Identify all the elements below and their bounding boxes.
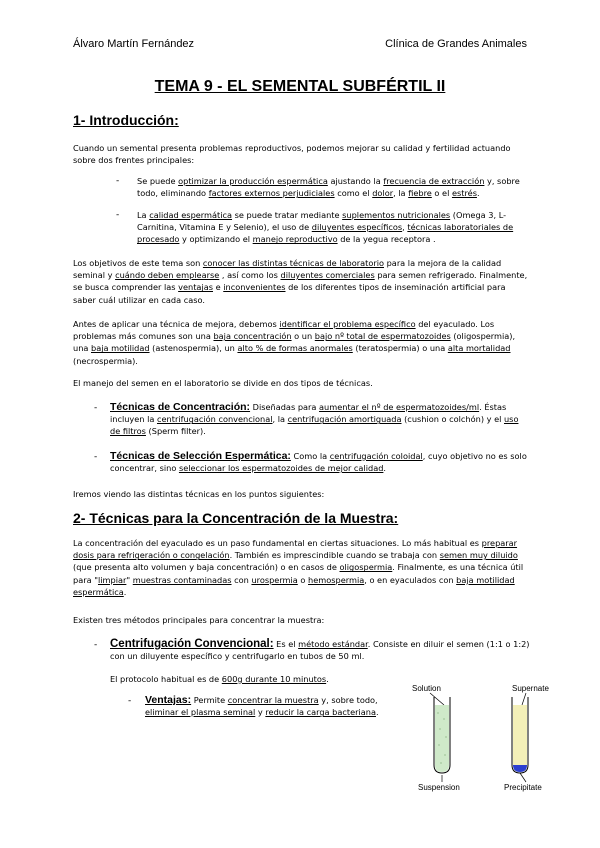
advantages: Ventajas: Permite concentrar la muestra y, sobre todo, eliminar el plasma seminal y reducir la carga bacteriana. bbox=[145, 694, 379, 718]
conventional-centrifugation: Centrifugación Convencional: Es el método estándar. Consiste en diluir el semen (1:1 o 1:2) con un diluyente específico y centrifugarlo en tubos de 50 ml. bbox=[110, 638, 530, 662]
tube-right-liquid bbox=[513, 705, 527, 772]
suspension-label: Suspension bbox=[418, 783, 460, 792]
protocol-line: El protocolo habitual es de 600g durante 10 minutos. bbox=[110, 674, 329, 684]
next-points-paragraph: Iremos viendo las distintas técnicas en los puntos siguientes: bbox=[73, 489, 325, 499]
concentration-paragraph: La concentración del eyaculado es un paso fundamental en ciertas situaciones. Lo más habitual es preparar dosis para refrigeración o congelación. También es imprescindible cuando se trabaja con semen muy diluido (que presenta alto volumen y baja concentración) o en casos de oligospermia. Finalmente, es una técnica útil para "limpiar" muestras contaminadas con urospermia o hemospermia, o en eyaculados con baja motilidad espermática. bbox=[73, 538, 524, 597]
supernate-label: Supernate bbox=[512, 684, 549, 693]
bullet-dash: - bbox=[116, 176, 120, 186]
lab-handling-paragraph: El manejo del semen en el laboratorio se divide en dos tipos de técnicas. bbox=[73, 378, 373, 388]
selection-techniques: Técnicas de Selección Espermática: Como la centrifugación coloidal, cuyo objetivo no es solo concentrar, sino seleccionar los espermatozoides de mejor calidad. bbox=[110, 450, 527, 474]
centrifuge-tubes-figure bbox=[410, 683, 560, 793]
pointer-line bbox=[522, 693, 526, 705]
intro-paragraph: Cuando un semental presenta problemas reproductivos, podemos mejorar su calidad y fertilidad actuando sobre dos frentes principales: bbox=[73, 143, 511, 166]
bullet-dash: - bbox=[94, 452, 98, 462]
concentration-techniques: Técnicas de Concentración: Diseñadas para aumentar el nº de espermatozoides/ml. Éstas incluyen la centrifugación convencional, la centrifugación amortiguada (cushion o colchón) y el uso de filtros (Sperm filter). bbox=[110, 401, 519, 437]
bullet-dash: - bbox=[94, 640, 98, 650]
problems-paragraph: Antes de aplicar una técnica de mejora, debemos identificar el problema específico del eyaculado. Los problemas más comunes son una baja concentración o un bajo nº total de espermatozoides (oligospermia), una baja motilidad (astenospermia), un alto % de formas anormales (teratospermia) o una alta mortalidad (necrospermia). bbox=[73, 319, 516, 366]
tube-left-liquid bbox=[435, 705, 449, 772]
methods-intro: Existen tres métodos principales para concentrar la muestra: bbox=[73, 615, 325, 625]
precipitate-pellet bbox=[513, 765, 527, 772]
bullet-production: Se puede optimizar la producción espermática ajustando la frecuencia de extracción y, sobre todo, eliminando factores externos perjudiciales como el dolor, la fiebre o el estrés. bbox=[137, 176, 520, 199]
section-1-heading: 1- Introducción: bbox=[73, 112, 179, 128]
bullet-quality: La calidad espermática se puede tratar mediante suplementos nutricionales (Omega 3, L-Carnitina, Vitamina E y Selenio), el uso de diluyentes específicos, técnicas laboratoriales de procesado y optimizando el manejo reproductivo de la yegua receptora . bbox=[137, 210, 514, 245]
bullet-dash: - bbox=[116, 210, 120, 220]
header-author: Álvaro Martín Fernández bbox=[73, 38, 195, 50]
precipitate-label: Precipitate bbox=[504, 783, 542, 792]
pointer-line bbox=[430, 693, 444, 705]
objectives-paragraph: Los objetivos de este tema son conocer las distintas técnicas de laboratorio para la mejora de la calidad seminal y cuándo deben emplearse , así como los diluyentes comerciales para semen refrigerado. Finalmente, se busca comprender las ventajas e inconvenientes de los diferentes tipos de inseminación artificial para saber cuál utilizar en cada caso. bbox=[73, 258, 528, 305]
bullet-dash: - bbox=[94, 403, 98, 413]
solution-label: Solution bbox=[412, 684, 441, 693]
header-course: Clínica de Grandes Animales bbox=[385, 38, 527, 50]
section-2-heading: 2- Técnicas para la Concentración de la Muestra: bbox=[73, 510, 399, 526]
bullet-dash: - bbox=[128, 696, 132, 706]
pointer-line bbox=[520, 773, 526, 782]
page-title: TEMA 9 - EL SEMENTAL SUBFÉRTIL II bbox=[154, 78, 446, 95]
